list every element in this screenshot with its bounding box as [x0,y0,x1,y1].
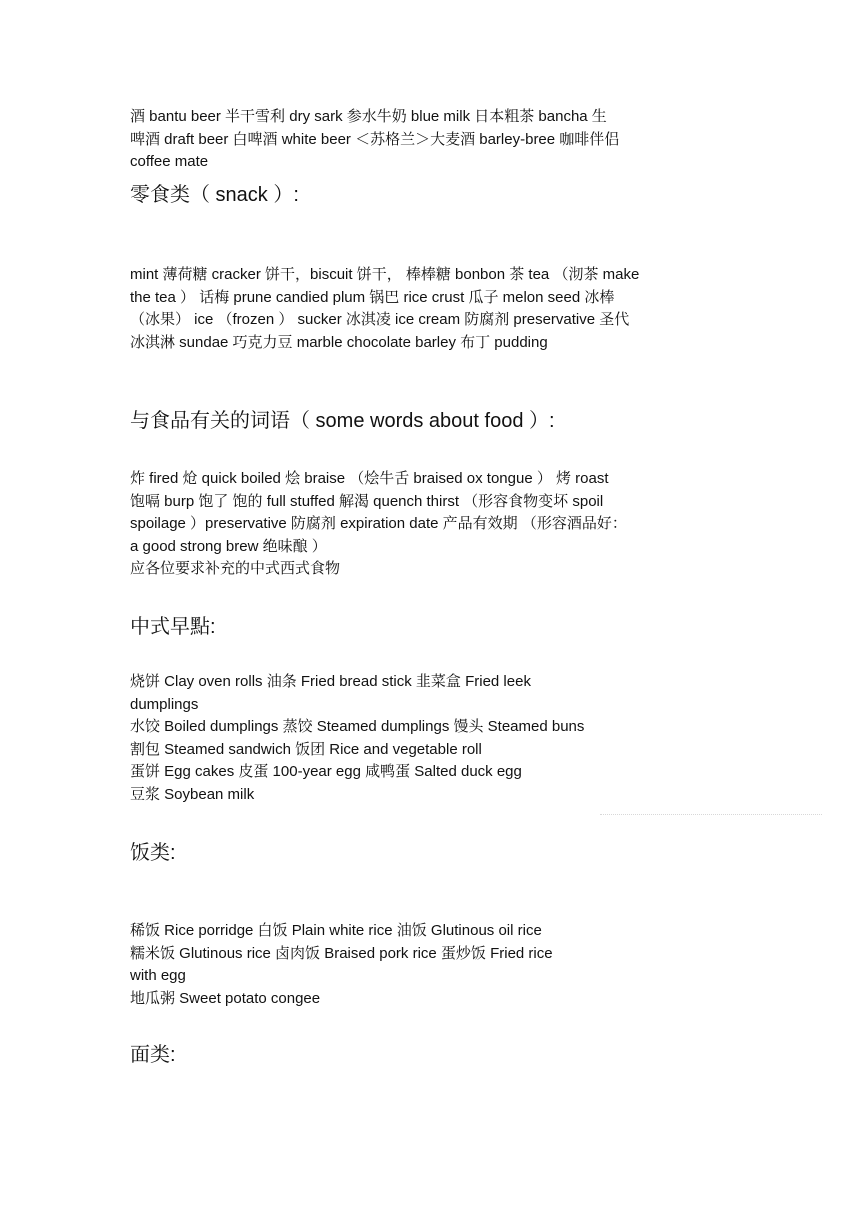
noodles-heading: 面类: [130,1044,176,1066]
paragraph-line: 烧饼 Clay oven rolls 油条 Fried bread stick 韭菜盒 Fried leek [130,673,531,690]
snack-paragraph [130,264,736,354]
paragraph-line: 稀饭 Rice porridge 白饭 Plain white rice 油饭 Glutinous oil rice [130,922,542,939]
breakfast-paragraph [130,671,736,806]
paragraph-line: 酒 bantu beer 半干雪利 dry sark 参水牛奶 blue milk 日本粗茶 bancha 生 [130,108,607,125]
food-words-paragraph [130,468,736,581]
paragraph-line: 蛋饼 Egg cakes 皮蛋 100-year egg 咸鸭蛋 Salted duck egg [130,763,522,780]
paragraph-line: the tea ） 话梅 prune candied plum 锅巴 rice crust 瓜子 melon seed 冰棒 [130,288,615,306]
paragraph-line: 豆浆 Soybean milk [130,785,255,803]
paragraph-line: coffee mate [130,153,209,170]
paragraph-line: dumplings [130,695,199,713]
drinks-paragraph [130,106,736,174]
paragraph-line: a good strong brew 绝味酿 ） [130,537,327,555]
paragraph-line: spoilage ）preservative 防腐剂 expiration date 产品有效期 （形容酒品好： [130,515,627,532]
paragraph-line: with egg [130,967,186,984]
paragraph-line: 炸 fired 炝 quick boiled 烩 braise （烩牛舌 braised ox tongue ） 烤 roast [130,470,609,487]
snack-heading: 零食类（ snack ）: [130,184,299,206]
paragraph-line: 应各位要求补充的中式西式食物 [130,560,341,577]
dotted-rule [600,814,822,815]
paragraph-line: 水饺 Boiled dumplings 蒸饺 Steamed dumplings 馒头 Steamed buns [130,718,585,735]
rice-heading: 饭类: [130,842,176,864]
paragraph-line: （冰果） ice （frozen ） sucker 冰淇凌 ice cream 防腐剂 preservative 圣代 [130,311,630,328]
paragraph-line: 冰淇淋 sundae 巧克力豆 marble chocolate barley 布丁 pudding [130,333,548,351]
food-words-heading: 与食品有关的词语（ some words about food ）: [130,410,555,432]
document-page [130,0,736,1218]
paragraph-line: 割包 Steamed sandwich 饭团 Rice and vegetable roll [130,740,482,758]
breakfast-heading: 中式早點: [130,616,216,638]
paragraph-line: mint 薄荷糖 cracker 饼干，biscuit 饼干， 棒棒糖 bonbon 茶 tea （沏茶 make [130,266,640,283]
paragraph-line: 糯米饭 Glutinous rice 卤肉饭 Braised pork rice 蛋炒饭 Fried rice [130,944,553,962]
paragraph-line: 啤酒 draft beer 白啤酒 white beer ＜苏格兰＞大麦酒 barley-bree 咖啡伴侣 [130,130,620,148]
paragraph-line: 饱嗝 burp 饱了 饱的 full stuffed 解渴 quench thirst （形容食物变坏 spoil [130,492,604,510]
rice-paragraph [130,920,736,1010]
paragraph-line: 地瓜粥 Sweet potato congee [130,989,321,1007]
